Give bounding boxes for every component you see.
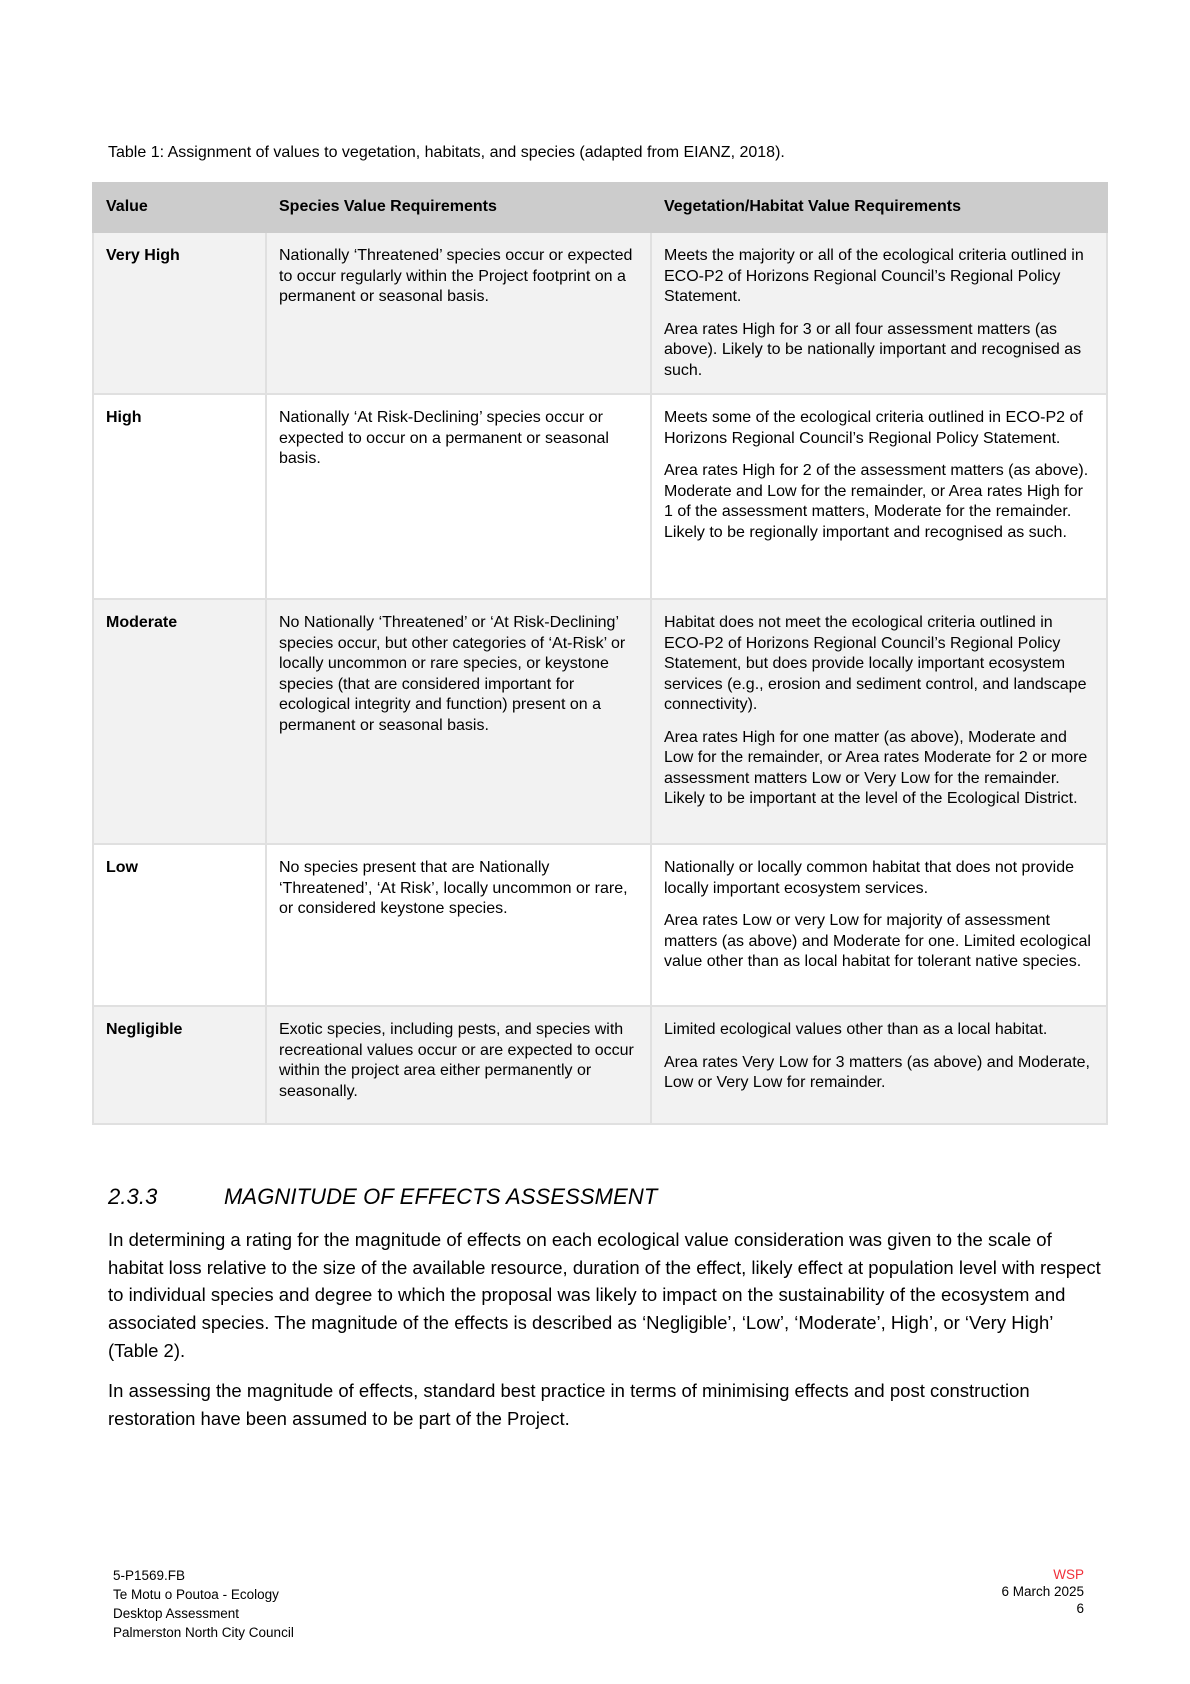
- vegetation-text: Area rates High for one matter (as above), Moderate and Low for the remainder, or Area rates Moderate for 2 or more assessment matters Low or Very Low for the remainder. Likely to be important at the level of the Ecological District.: [664, 728, 1088, 807]
- project-code: 5-P1569.FB: [113, 1568, 186, 1583]
- value-cell: Moderate: [93, 599, 266, 844]
- species-cell: No species present that are Nationally ‘Threatened’, ‘At Risk’, locally uncommon or rare, or considered keystone species.: [266, 844, 651, 1006]
- column-header-species: Species Value Requirements: [266, 183, 651, 232]
- vegetation-cell: [651, 394, 1107, 599]
- client-name: Palmerston North City Council: [113, 1625, 294, 1640]
- table-row: [93, 1006, 1107, 1124]
- species-cell: Exotic species, including pests, and species with recreational values occur or are expected to occur within the project area either permanently or seasonally.: [266, 1006, 651, 1124]
- table-row: [93, 599, 1107, 844]
- body-paragraph: In determining a rating for the magnitude of effects on each ecological value consideration was given to the scale of habitat loss relative to the size of the available resource, duration of the effect, likely effect at population level with respect to individual species and degree to which the proposal was likely to impact on the sustainability of the ecosystem and associated species. The magnitude of the effects is described as ‘Negligible’, ‘Low’, ‘Moderate’, High’, or ‘Very High’ (Table 2).: [108, 1229, 1101, 1361]
- document-date: 6 March 2025: [1001, 1584, 1084, 1599]
- table-row: [93, 394, 1107, 599]
- vegetation-text: Area rates High for 3 or all four assessment matters (as above). Likely to be nationally important and recognised as such.: [664, 320, 1082, 379]
- table-header-row: [93, 183, 1107, 232]
- value-cell: High: [93, 394, 266, 599]
- value-cell: Low: [93, 844, 266, 1006]
- vegetation-text: Meets some of the ecological criteria outlined in ECO-P2 of Horizons Regional Council’s Regional Policy Statement.: [664, 409, 1083, 447]
- section-heading: [108, 1183, 657, 1211]
- column-header-value: Value: [93, 183, 266, 232]
- footer-document-info: [113, 1566, 294, 1642]
- vegetation-cell: [651, 844, 1107, 1006]
- values-table: [92, 182, 1108, 1125]
- value-cell: Very High: [93, 232, 266, 394]
- vegetation-cell: [651, 599, 1107, 844]
- vegetation-text: Area rates Low or very Low for majority of assessment matters (as above) and Moderate for one. Limited ecological value other than as local habitat for tolerant native species.: [664, 912, 1091, 970]
- vegetation-text: Area rates High for 2 of the assessment matters (as above). Moderate and Low for the remainder, or Area rates High for 1 of the assessment matters, Moderate for the remainder. Likely to be regionally important and recognised as such.: [664, 462, 1089, 541]
- species-cell: No Nationally ‘Threatened’ or ‘At Risk-Declining’ species occur, but other categories of ‘At-Risk’ or locally uncommon or rare species, or keystone species (that are considered important for ecological integrity and function) present on a permanent or seasonal basis.: [266, 599, 651, 844]
- brand-logo-text: WSP: [1053, 1567, 1084, 1582]
- vegetation-cell: [651, 232, 1107, 394]
- vegetation-text: Meets the majority or all of the ecological criteria outlined in ECO-P2 of Horizons Regional Council’s Regional Policy Statement.: [664, 247, 1084, 305]
- vegetation-text: Habitat does not meet the ecological criteria outlined in ECO-P2 of Horizons Regional Council’s Regional Policy Statement, but does provide locally important ecosystem services (e.g., erosion and sediment control, and landscape connectivity).: [664, 614, 1087, 713]
- vegetation-text: Nationally or locally common habitat that does not provide locally important ecosystem services.: [664, 859, 1074, 897]
- section-title: MAGNITUDE OF EFFECTS ASSESSMENT: [224, 1184, 658, 1209]
- value-cell: Negligible: [93, 1006, 266, 1124]
- table-row: [93, 232, 1107, 394]
- species-cell: Nationally ‘At Risk-Declining’ species occur or expected to occur on a permanent or seasonal basis.: [266, 394, 651, 599]
- body-paragraph: In assessing the magnitude of effects, standard best practice in terms of minimising effects and post construction restoration have been assumed to be part of the Project.: [108, 1380, 1030, 1429]
- column-header-vegetation: Vegetation/Habitat Value Requirements: [651, 183, 1107, 232]
- section-number: 2.3.3: [108, 1184, 158, 1209]
- report-type: Desktop Assessment: [113, 1606, 240, 1621]
- table-row: [93, 844, 1107, 1006]
- project-name: Te Motu o Poutoa - Ecology: [113, 1587, 279, 1602]
- vegetation-cell: [651, 1006, 1107, 1124]
- page-number: 6: [1076, 1601, 1084, 1616]
- footer-page-info: [1001, 1566, 1084, 1617]
- vegetation-text: Limited ecological values other than as a local habitat.: [664, 1021, 1048, 1038]
- table-caption: Table 1: Assignment of values to vegetation, habitats, and species (adapted from EIANZ, 2018).: [108, 144, 785, 161]
- vegetation-text: Area rates Very Low for 3 matters (as above) and Moderate, Low or Very Low for remainder.: [664, 1053, 1090, 1091]
- species-cell: Nationally ‘Threatened’ species occur or expected to occur regularly within the Project footprint on a permanent or seasonal basis.: [266, 232, 651, 394]
